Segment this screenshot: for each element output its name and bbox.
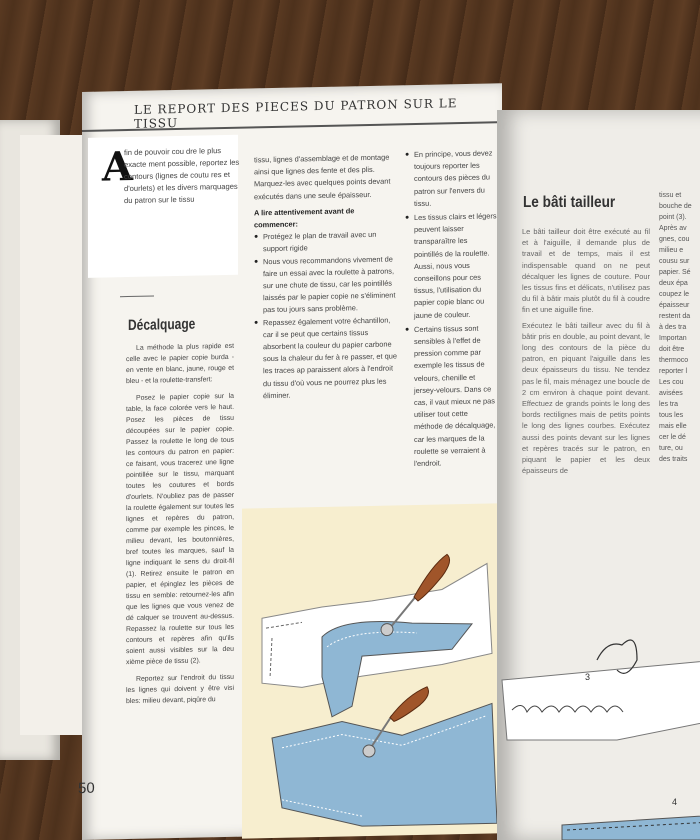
truncated-line: doit être <box>659 346 685 353</box>
paragraph: Le bâti tailleur doit être exécuté au fil et à l'aiguille, il demande plus de travail et de temps, mais il est indispensable quand on ne peut décalquer les lignes de couture. Pour les tissus fins et délicats, n'utilisez pas du fil à bâtir mais plutôt du fil à coudre fin et une aiguille fine. <box>522 227 650 315</box>
truncated-line: papier. Sé <box>659 269 691 276</box>
truncated-line: milieu e <box>659 247 684 254</box>
tracing-wheel <box>363 745 375 757</box>
tracing-wheel <box>381 623 393 635</box>
truncated-line: cousu sur <box>659 258 690 265</box>
truncated-line: mais elle <box>659 423 687 430</box>
col2-intro: tissu, lignes d'assemblage et de montage ainsi que lignes des fente et des plis. Marquez-les avec quelques points devant exécutés dans une seule épaisseur. <box>254 152 391 202</box>
right-page <box>497 110 700 840</box>
bullet-item: ● Nous vous recommandons vivement de faire un essai avec la roulette à patrons, sur une chute de tissu, car les pointillés laissés par le papier copie ne s'éliminent pas tou jours sans problème. <box>254 253 399 317</box>
basting-illustration <box>497 520 700 840</box>
truncated-line: cer le dé <box>659 434 686 441</box>
col1-paragraph: Posez le papier copie sur la table, la face colorée vers le haut. Posez les pièces de tissu découpées sur le papier copie. Passez la roulette le long de tous les contours du patron en papier: ce faisant, vous tracerez une ligne pointillée sur le tissu, marquant toutes les coutures et bords d'ourlets. N'oubliez pas de passer la roulette également sur toutes les lignes et repères du patron, comme par exemple les pinces, le milieu devant, les boutonnières, bref toutes les marques, sauf la ligne indiquant le sens du droit-fil (1). Retirez ensuite le patron en papier, et épinglez les pièces de tissu en semble: retournez-les afin que les lignes que vous venez de dé calquer se trouvent au-dessus. Repassez la roulette sur tous les contours et repères afin qu'ils soient aussi visibles sur la deu xième pièce de tissu (2). <box>126 392 234 667</box>
truncated-line: épaisseur <box>659 302 690 309</box>
bullet-item: ● Protégez le plan de travail avec un support rigide <box>254 229 399 256</box>
col1-paragraph: La méthode la plus rapide est celle avec le papier copie burda - en vente en blanc, jaune, rouge et bleu - et la roulette-transfert: <box>126 342 234 386</box>
column-1 <box>126 341 234 713</box>
bullet-item: ● En principe, vous devez toujours reporter les contours des pièces du patron sur l'envers du tissu. <box>405 147 497 210</box>
page-number: 50 <box>78 779 95 798</box>
bullet-item: ● Repassez également votre échantillon, car il se peut que certains tissus absorbent la couleur du papier carbone sous la chaleur du fer à re passer, et que les traces ap paraissent alors à l'endroit du tissu d'où vous ne pourrez plus les éliminer. <box>254 314 399 402</box>
left-page <box>78 83 502 840</box>
bullet-item: ● Certains tissus sont sensibles à l'effet de pression comme par exemple les tissus de velours, chenille et jersey-velours. Dans ce cas, il vaut mieux ne pas utiliser tout cette méthode de décalquage, car les marques de la roulette se verraient à l'endroit. <box>405 322 497 470</box>
right-column-1 <box>522 226 650 480</box>
truncated-line: restent da <box>659 313 691 320</box>
page-header: LE REPORT DES PIECES DU PATRON SUR LE TISSU <box>134 96 458 131</box>
section-title: Décalquage <box>128 315 196 335</box>
truncated-line: ture, ou <box>659 445 683 452</box>
truncated-line: les tra <box>659 401 679 408</box>
fabric-strip <box>562 815 700 840</box>
truncated-line: Importan <box>659 335 687 342</box>
tracing-wheel-illustration <box>242 503 502 838</box>
wooden-handle <box>390 687 428 722</box>
truncated-line: tissu et <box>659 192 682 199</box>
illustration-svg <box>242 503 502 838</box>
paper-pattern <box>502 660 700 740</box>
truncated-line: coupez le <box>659 291 689 298</box>
truncated-line: bouche de <box>659 203 692 210</box>
truncated-line: deux épa <box>659 280 688 287</box>
col1-paragraph: Reportez sur l'endroit du tissu les lignes qui doivent y être visi bles: milieu devant, piqûre du <box>126 673 234 706</box>
drop-cap: A <box>102 142 134 191</box>
intro-box <box>88 135 238 278</box>
basting-svg <box>497 520 700 840</box>
truncated-line: thermoco <box>659 357 689 364</box>
paragraph: Exécutez le bâti tailleur avec du fil à bâtir pris en double, au point devant, le long des contours de la pièce du patron, en piquant l'aiguille dans les deux épaisseurs du tissu. Ne tendez pas le fil, mais ménagez une boucle de 2 cm environ à chaque point devant. Effectuez de grands points le long des bords rectilignes mais de petits points le long des lignes courbes. Exécutez aussi des points devant sur les lignes et repères tracés sur le patron, en piquant le papier et les deux épaisseurs de <box>522 320 650 476</box>
intro-text: fin de pouvoir cou dre le plus exacte ment possible, reportez les contours (lignes de coutu res et d'ourlets) et les divers marquages du patron sur le tissu <box>124 146 240 206</box>
figure-label-4: 4 <box>672 797 678 807</box>
truncated-line: Les cou <box>659 379 684 386</box>
figure-label-3: 3 <box>585 672 591 682</box>
warning-heading: A lire attentivement avant de commencer: <box>254 206 355 230</box>
section-title: Le bâti tailleur <box>523 194 616 211</box>
truncated-line: reporter l <box>659 368 688 375</box>
column-2 <box>254 151 399 402</box>
truncated-line: Après av <box>659 225 687 232</box>
column-3 <box>405 147 497 472</box>
truncated-line: point (3). <box>659 214 687 221</box>
truncated-line: à des tra <box>659 324 687 331</box>
right-column-2 <box>659 190 700 465</box>
fabric-piece-bottom <box>272 703 497 828</box>
truncated-line: des traits <box>659 456 688 463</box>
truncated-line: avisées <box>659 390 683 397</box>
bullet-item: ● Les tissus clairs et légers peuvent laisser transparaître les pointillés de la roulette. Aussi, nous vous conseillons pour ces tissus, l'utilisation du papier copie blanc ou jaune de couleur. <box>405 210 497 322</box>
truncated-line: gnes, cou <box>659 236 690 243</box>
section-rule <box>120 295 154 297</box>
page-stack-edge <box>20 135 91 735</box>
truncated-line: tous les <box>659 412 684 419</box>
